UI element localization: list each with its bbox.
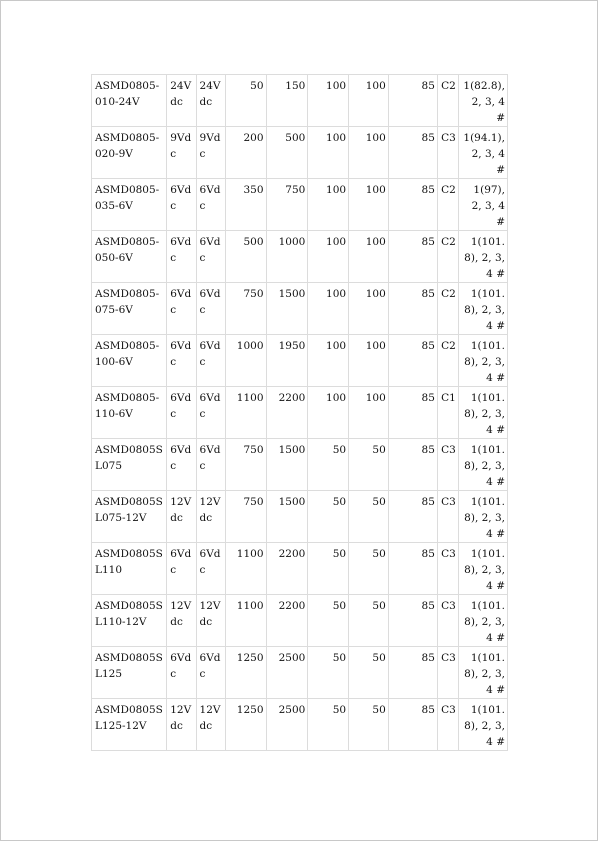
cell-voltage-rated: 6Vdc xyxy=(196,439,225,491)
cell-current-hold: 1250 xyxy=(225,699,266,751)
cell-value-a: 50 xyxy=(349,595,389,647)
cell-current-max: 100 xyxy=(308,387,349,439)
cell-code: C2 xyxy=(437,231,458,283)
cell-current-trip: 1500 xyxy=(266,491,308,543)
cell-value-a: 100 xyxy=(349,179,389,231)
cell-temperature: 85 xyxy=(388,647,437,699)
cell-code: C2 xyxy=(437,75,458,127)
cell-current-max: 50 xyxy=(308,647,349,699)
cell-voltage-max: 12Vdc xyxy=(167,491,196,543)
cell-current-max: 50 xyxy=(308,543,349,595)
cell-current-trip: 750 xyxy=(266,179,308,231)
table-row xyxy=(92,75,508,127)
cell-voltage-rated: 6Vdc xyxy=(196,231,225,283)
cell-code: C1 xyxy=(437,387,458,439)
cell-note: 1(101.8), 2, 3, 4 # xyxy=(458,439,507,491)
cell-part-number: ASMD0805-100-6V xyxy=(92,335,167,387)
cell-temperature: 85 xyxy=(388,231,437,283)
cell-value-a: 50 xyxy=(349,699,389,751)
cell-temperature: 85 xyxy=(388,439,437,491)
table-row xyxy=(92,491,508,543)
cell-current-hold: 1000 xyxy=(225,335,266,387)
cell-note: 1(101.8), 2, 3, 4 # xyxy=(458,647,507,699)
cell-voltage-rated: 12Vdc xyxy=(196,699,225,751)
spec-table xyxy=(91,74,508,751)
cell-note: 1(101.8), 2, 3, 4 # xyxy=(458,491,507,543)
cell-part-number: ASMD0805SL110-12V xyxy=(92,595,167,647)
table-row xyxy=(92,283,508,335)
cell-value-a: 100 xyxy=(349,231,389,283)
cell-current-max: 100 xyxy=(308,127,349,179)
cell-voltage-max: 12Vdc xyxy=(167,595,196,647)
cell-voltage-rated: 6Vdc xyxy=(196,335,225,387)
cell-voltage-rated: 6Vdc xyxy=(196,543,225,595)
cell-note: 1(97), 2, 3, 4 # xyxy=(458,179,507,231)
cell-current-max: 50 xyxy=(308,595,349,647)
cell-current-hold: 750 xyxy=(225,439,266,491)
cell-current-max: 50 xyxy=(308,439,349,491)
cell-current-trip: 150 xyxy=(266,75,308,127)
cell-current-trip: 2200 xyxy=(266,595,308,647)
cell-current-max: 50 xyxy=(308,699,349,751)
table-row xyxy=(92,595,508,647)
table-row xyxy=(92,179,508,231)
cell-part-number: ASMD0805-035-6V xyxy=(92,179,167,231)
cell-part-number: ASMD0805SL075 xyxy=(92,439,167,491)
cell-temperature: 85 xyxy=(388,543,437,595)
cell-note: 1(101.8), 2, 3, 4 # xyxy=(458,335,507,387)
cell-part-number: ASMD0805-010-24V xyxy=(92,75,167,127)
cell-note: 1(82.8), 2, 3, 4 # xyxy=(458,75,507,127)
table-row xyxy=(92,699,508,751)
cell-current-max: 100 xyxy=(308,179,349,231)
cell-current-max: 100 xyxy=(308,231,349,283)
cell-voltage-max: 6Vdc xyxy=(167,439,196,491)
cell-part-number: ASMD0805SL110 xyxy=(92,543,167,595)
cell-value-a: 100 xyxy=(349,75,389,127)
cell-current-trip: 1950 xyxy=(266,335,308,387)
cell-voltage-max: 9Vdc xyxy=(167,127,196,179)
cell-code: C3 xyxy=(437,439,458,491)
cell-temperature: 85 xyxy=(388,75,437,127)
cell-current-hold: 350 xyxy=(225,179,266,231)
cell-note: 1(94.1), 2, 3, 4 # xyxy=(458,127,507,179)
cell-value-a: 50 xyxy=(349,439,389,491)
cell-voltage-rated: 12Vdc xyxy=(196,595,225,647)
cell-current-hold: 750 xyxy=(225,283,266,335)
cell-code: C2 xyxy=(437,179,458,231)
cell-current-max: 100 xyxy=(308,335,349,387)
cell-code: C3 xyxy=(437,543,458,595)
cell-part-number: ASMD0805-110-6V xyxy=(92,387,167,439)
cell-voltage-rated: 9Vdc xyxy=(196,127,225,179)
cell-current-trip: 1000 xyxy=(266,231,308,283)
table-row xyxy=(92,127,508,179)
table-row xyxy=(92,439,508,491)
cell-temperature: 85 xyxy=(388,699,437,751)
cell-voltage-max: 24Vdc xyxy=(167,75,196,127)
cell-note: 1(101.8), 2, 3, 4 # xyxy=(458,283,507,335)
cell-current-hold: 200 xyxy=(225,127,266,179)
cell-voltage-max: 12Vdc xyxy=(167,699,196,751)
cell-voltage-max: 6Vdc xyxy=(167,647,196,699)
cell-voltage-rated: 6Vdc xyxy=(196,647,225,699)
cell-current-hold: 1100 xyxy=(225,387,266,439)
cell-code: C3 xyxy=(437,595,458,647)
table-row xyxy=(92,647,508,699)
cell-code: C2 xyxy=(437,283,458,335)
cell-current-hold: 1250 xyxy=(225,647,266,699)
cell-note: 1(101.8), 2, 3, 4 # xyxy=(458,595,507,647)
cell-current-trip: 1500 xyxy=(266,283,308,335)
cell-voltage-rated: 6Vdc xyxy=(196,387,225,439)
cell-voltage-max: 6Vdc xyxy=(167,543,196,595)
cell-part-number: ASMD0805SL075-12V xyxy=(92,491,167,543)
cell-part-number: ASMD0805SL125-12V xyxy=(92,699,167,751)
cell-current-trip: 2200 xyxy=(266,387,308,439)
cell-temperature: 85 xyxy=(388,127,437,179)
table-row xyxy=(92,231,508,283)
cell-voltage-max: 6Vdc xyxy=(167,335,196,387)
cell-part-number: ASMD0805-020-9V xyxy=(92,127,167,179)
cell-current-trip: 2200 xyxy=(266,543,308,595)
cell-note: 1(101.8), 2, 3, 4 # xyxy=(458,699,507,751)
cell-current-max: 50 xyxy=(308,491,349,543)
cell-voltage-max: 6Vdc xyxy=(167,283,196,335)
cell-temperature: 85 xyxy=(388,595,437,647)
table-row xyxy=(92,335,508,387)
cell-voltage-rated: 6Vdc xyxy=(196,283,225,335)
cell-current-max: 100 xyxy=(308,283,349,335)
cell-current-hold: 1100 xyxy=(225,543,266,595)
cell-code: C2 xyxy=(437,335,458,387)
cell-current-trip: 1500 xyxy=(266,439,308,491)
table-row xyxy=(92,387,508,439)
cell-part-number: ASMD0805-075-6V xyxy=(92,283,167,335)
cell-voltage-max: 6Vdc xyxy=(167,179,196,231)
cell-note: 1(101.8), 2, 3, 4 # xyxy=(458,543,507,595)
cell-temperature: 85 xyxy=(388,179,437,231)
spec-table-body xyxy=(92,75,508,751)
cell-value-a: 100 xyxy=(349,387,389,439)
cell-value-a: 100 xyxy=(349,283,389,335)
cell-current-hold: 750 xyxy=(225,491,266,543)
cell-part-number: ASMD0805-050-6V xyxy=(92,231,167,283)
cell-voltage-max: 6Vdc xyxy=(167,387,196,439)
cell-current-trip: 500 xyxy=(266,127,308,179)
cell-current-trip: 2500 xyxy=(266,647,308,699)
cell-current-hold: 50 xyxy=(225,75,266,127)
cell-temperature: 85 xyxy=(388,283,437,335)
cell-code: C3 xyxy=(437,647,458,699)
cell-code: C3 xyxy=(437,491,458,543)
cell-temperature: 85 xyxy=(388,387,437,439)
cell-current-hold: 1100 xyxy=(225,595,266,647)
cell-note: 1(101.8), 2, 3, 4 # xyxy=(458,231,507,283)
cell-current-trip: 2500 xyxy=(266,699,308,751)
cell-value-a: 50 xyxy=(349,491,389,543)
cell-code: C3 xyxy=(437,127,458,179)
cell-note: 1(101.8), 2, 3, 4 # xyxy=(458,387,507,439)
cell-temperature: 85 xyxy=(388,491,437,543)
cell-value-a: 50 xyxy=(349,543,389,595)
cell-voltage-rated: 12Vdc xyxy=(196,491,225,543)
cell-voltage-rated: 24Vdc xyxy=(196,75,225,127)
cell-value-a: 50 xyxy=(349,647,389,699)
cell-current-hold: 500 xyxy=(225,231,266,283)
cell-value-a: 100 xyxy=(349,335,389,387)
cell-voltage-rated: 6Vdc xyxy=(196,179,225,231)
cell-part-number: ASMD0805SL125 xyxy=(92,647,167,699)
cell-value-a: 100 xyxy=(349,127,389,179)
cell-voltage-max: 6Vdc xyxy=(167,231,196,283)
cell-current-max: 100 xyxy=(308,75,349,127)
cell-code: C3 xyxy=(437,699,458,751)
table-row xyxy=(92,543,508,595)
cell-temperature: 85 xyxy=(388,335,437,387)
